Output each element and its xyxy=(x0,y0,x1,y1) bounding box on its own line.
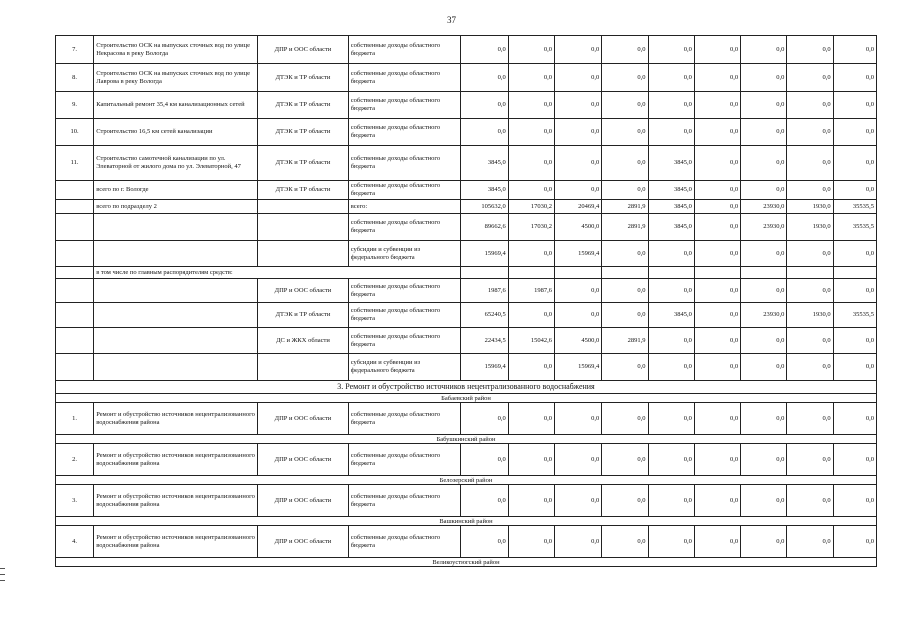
value-cell: 0,0 xyxy=(508,36,554,64)
value-cell: 17030,2 xyxy=(508,200,554,214)
value-cell: 1987,6 xyxy=(461,279,508,303)
value-cell: 17030,2 xyxy=(508,214,554,241)
value-cell: 2891,9 xyxy=(602,214,648,241)
value-cell: 0,0 xyxy=(833,444,876,476)
funding-source-cell: собственные доходы областного бюджета xyxy=(348,444,461,476)
value-cell: 15969,4 xyxy=(461,241,508,267)
value-cell: 0,0 xyxy=(554,92,601,119)
section-heading xyxy=(56,381,877,394)
value-cell: 0,0 xyxy=(694,403,740,435)
measure-name: всего по г. Вологде xyxy=(94,181,258,200)
row-number: 2. xyxy=(56,444,94,476)
executor-cell: ДТЭК и ТР области xyxy=(258,303,349,328)
district-name: Вашкинский район xyxy=(56,517,877,526)
value-cell: 0,0 xyxy=(833,64,876,92)
value-cell: 0,0 xyxy=(833,181,876,200)
value-cell: 35535,5 xyxy=(833,200,876,214)
value-cell: 4500,0 xyxy=(554,214,601,241)
row-number: 1. xyxy=(56,403,94,435)
value-cell: 15969,4 xyxy=(461,354,508,381)
value-cell: 0,0 xyxy=(833,526,876,558)
executor-cell xyxy=(258,200,349,214)
funding-source-cell: собственные доходы областного бюджета xyxy=(348,92,461,119)
value-cell: 65240,5 xyxy=(461,303,508,328)
table-row xyxy=(56,403,877,435)
executor-cell: ДПР и ООС области xyxy=(258,485,349,517)
value-cell: 35535,5 xyxy=(833,303,876,328)
value-cell: 0,0 xyxy=(741,146,787,181)
value-cell: 1930,0 xyxy=(787,303,833,328)
table-row xyxy=(56,119,877,146)
measure-name xyxy=(94,303,258,328)
subtotal-label: всего по подразделу 2 xyxy=(94,200,258,214)
value-cell: 0,0 xyxy=(694,200,740,214)
value-cell xyxy=(554,267,601,279)
value-cell: 0,0 xyxy=(833,328,876,354)
value-cell: 0,0 xyxy=(508,354,554,381)
funding-source-cell: субсидии и субвенции из федерального бюджета xyxy=(348,354,461,381)
value-cell: 0,0 xyxy=(741,328,787,354)
row-number: 7. xyxy=(56,36,94,64)
value-cell: 0,0 xyxy=(833,279,876,303)
value-cell: 23930,0 xyxy=(741,303,787,328)
value-cell: 0,0 xyxy=(461,526,508,558)
value-cell: 15969,4 xyxy=(554,354,601,381)
value-cell xyxy=(508,267,554,279)
value-cell: 15969,4 xyxy=(554,241,601,267)
value-cell: 0,0 xyxy=(602,354,648,381)
row-number xyxy=(56,354,94,381)
value-cell: 0,0 xyxy=(602,119,648,146)
value-cell: 0,0 xyxy=(648,64,694,92)
value-cell: 0,0 xyxy=(833,119,876,146)
value-cell: 0,0 xyxy=(554,36,601,64)
table-row xyxy=(56,64,877,92)
row-number xyxy=(56,328,94,354)
executor-cell: ДПР и ООС области xyxy=(258,279,349,303)
value-cell: 0,0 xyxy=(787,354,833,381)
value-cell: 0,0 xyxy=(694,303,740,328)
value-cell: 0,0 xyxy=(787,328,833,354)
value-cell: 0,0 xyxy=(833,485,876,517)
value-cell: 0,0 xyxy=(554,279,601,303)
value-cell: 0,0 xyxy=(554,146,601,181)
row-number: 4. xyxy=(56,526,94,558)
funding-source-cell: собственные доходы областного бюджета xyxy=(348,214,461,241)
executor-cell xyxy=(258,241,349,267)
funding-source-cell: всего: xyxy=(348,200,461,214)
value-cell: 0,0 xyxy=(787,241,833,267)
value-cell: 0,0 xyxy=(787,64,833,92)
measure-name: Ремонт и обустройство источников нецентрализованного водоснабжения района xyxy=(94,444,258,476)
table-row xyxy=(56,200,877,214)
value-cell: 3845,0 xyxy=(648,214,694,241)
value-cell: 0,0 xyxy=(508,444,554,476)
value-cell xyxy=(694,267,740,279)
measure-name: Ремонт и обустройство источников нецентрализованного водоснабжения района xyxy=(94,526,258,558)
value-cell: 0,0 xyxy=(461,92,508,119)
value-cell: 0,0 xyxy=(648,92,694,119)
value-cell: 0,0 xyxy=(554,403,601,435)
value-cell: 1930,0 xyxy=(787,214,833,241)
value-cell: 0,0 xyxy=(648,354,694,381)
value-cell: 0,0 xyxy=(694,485,740,517)
value-cell: 0,0 xyxy=(741,92,787,119)
value-cell: 0,0 xyxy=(694,64,740,92)
value-cell: 0,0 xyxy=(787,526,833,558)
value-cell: 0,0 xyxy=(602,279,648,303)
table-body xyxy=(56,36,877,567)
value-cell: 0,0 xyxy=(787,119,833,146)
row-number: 3. xyxy=(56,485,94,517)
value-cell: 0,0 xyxy=(508,241,554,267)
value-cell: 0,0 xyxy=(787,181,833,200)
managers-label: в том числе по главным распорядителям средств: xyxy=(94,267,461,279)
value-cell: 0,0 xyxy=(602,485,648,517)
table-row xyxy=(56,146,877,181)
value-cell: 0,0 xyxy=(648,403,694,435)
value-cell: 0,0 xyxy=(602,146,648,181)
value-cell: 0,0 xyxy=(741,526,787,558)
value-cell: 0,0 xyxy=(648,444,694,476)
funding-source-cell: собственные доходы областного бюджета xyxy=(348,279,461,303)
value-cell: 0,0 xyxy=(554,526,601,558)
value-cell: 3845,0 xyxy=(648,200,694,214)
value-cell: 0,0 xyxy=(741,485,787,517)
value-cell: 20469,4 xyxy=(554,200,601,214)
value-cell: 0,0 xyxy=(741,354,787,381)
funding-source-cell: собственные доходы областного бюджета xyxy=(348,485,461,517)
scan-edge-mark xyxy=(0,574,5,575)
value-cell xyxy=(741,267,787,279)
value-cell: 0,0 xyxy=(554,181,601,200)
district-name: Белозерский район xyxy=(56,476,877,485)
table-row xyxy=(56,328,877,354)
table-row xyxy=(56,36,877,64)
row-number: 9. xyxy=(56,92,94,119)
value-cell: 0,0 xyxy=(648,279,694,303)
value-cell xyxy=(787,267,833,279)
table-row xyxy=(56,241,877,267)
funding-source-cell: собственные доходы областного бюджета xyxy=(348,119,461,146)
value-cell: 0,0 xyxy=(833,354,876,381)
row-number xyxy=(56,303,94,328)
subtotal-label xyxy=(94,241,258,267)
value-cell: 0,0 xyxy=(461,119,508,146)
value-cell: 0,0 xyxy=(602,241,648,267)
table-row xyxy=(56,485,877,517)
value-cell: 0,0 xyxy=(648,328,694,354)
row-number xyxy=(56,214,94,241)
table-row xyxy=(56,303,877,328)
measure-name xyxy=(94,354,258,381)
value-cell: 0,0 xyxy=(741,36,787,64)
district-heading xyxy=(56,435,877,444)
district-heading xyxy=(56,394,877,403)
value-cell: 0,0 xyxy=(787,146,833,181)
value-cell: 0,0 xyxy=(833,241,876,267)
value-cell: 0,0 xyxy=(508,403,554,435)
measure-name xyxy=(94,328,258,354)
value-cell: 0,0 xyxy=(461,444,508,476)
executor-cell: ДТЭК и ТР области xyxy=(258,119,349,146)
value-cell: 0,0 xyxy=(602,526,648,558)
value-cell: 0,0 xyxy=(648,119,694,146)
scan-edge-mark xyxy=(0,568,5,569)
executor-cell: ДТЭК и ТР области xyxy=(258,64,349,92)
value-cell: 0,0 xyxy=(554,444,601,476)
funding-source-cell: собственные доходы областного бюджета xyxy=(348,146,461,181)
funding-source-cell: собственные доходы областного бюджета xyxy=(348,303,461,328)
value-cell: 0,0 xyxy=(694,444,740,476)
row-number xyxy=(56,279,94,303)
funding-source-cell: собственные доходы областного бюджета xyxy=(348,526,461,558)
value-cell: 0,0 xyxy=(602,181,648,200)
executor-cell: ДПР и ООС области xyxy=(258,526,349,558)
value-cell: 0,0 xyxy=(602,92,648,119)
value-cell: 0,0 xyxy=(694,214,740,241)
district-heading xyxy=(56,476,877,485)
executor-cell: ДС и ЖКХ области xyxy=(258,328,349,354)
value-cell: 0,0 xyxy=(787,444,833,476)
value-cell: 0,0 xyxy=(508,303,554,328)
executor-cell xyxy=(258,214,349,241)
funding-source-cell: собственные доходы областного бюджета xyxy=(348,36,461,64)
funding-source-cell: субсидии и субвенции из федерального бюджета xyxy=(348,241,461,267)
row-number xyxy=(56,181,94,200)
value-cell: 0,0 xyxy=(554,64,601,92)
value-cell xyxy=(461,267,508,279)
table-row xyxy=(56,181,877,200)
value-cell: 0,0 xyxy=(554,303,601,328)
value-cell: 3845,0 xyxy=(461,146,508,181)
table-row xyxy=(56,92,877,119)
value-cell: 0,0 xyxy=(461,485,508,517)
row-number xyxy=(56,267,94,279)
value-cell: 0,0 xyxy=(648,36,694,64)
row-number: 8. xyxy=(56,64,94,92)
value-cell: 0,0 xyxy=(694,92,740,119)
value-cell: 0,0 xyxy=(648,526,694,558)
value-cell: 0,0 xyxy=(508,485,554,517)
value-cell: 0,0 xyxy=(787,36,833,64)
value-cell xyxy=(833,267,876,279)
district-name: Бабушкинский район xyxy=(56,435,877,444)
value-cell: 0,0 xyxy=(602,403,648,435)
value-cell: 0,0 xyxy=(741,403,787,435)
value-cell: 0,0 xyxy=(694,181,740,200)
funding-source-cell: собственные доходы областного бюджета xyxy=(348,181,461,200)
value-cell xyxy=(648,267,694,279)
value-cell: 105632,0 xyxy=(461,200,508,214)
table-row xyxy=(56,279,877,303)
value-cell: 35535,5 xyxy=(833,214,876,241)
measure-name: Строительство самотечной канализации по ул. Элеваторной от жилого дома по ул. Элеваторной, 47 xyxy=(94,146,258,181)
value-cell: 0,0 xyxy=(741,64,787,92)
value-cell: 0,0 xyxy=(648,485,694,517)
value-cell: 0,0 xyxy=(694,279,740,303)
district-name: Великоустюгский район xyxy=(56,558,877,567)
value-cell: 0,0 xyxy=(461,64,508,92)
funding-source-cell: собственные доходы областного бюджета xyxy=(348,64,461,92)
value-cell: 1987,6 xyxy=(508,279,554,303)
value-cell: 0,0 xyxy=(833,146,876,181)
value-cell: 0,0 xyxy=(833,92,876,119)
district-heading xyxy=(56,558,877,567)
table-row xyxy=(56,354,877,381)
executor-cell: ДТЭК и ТР области xyxy=(258,181,349,200)
measure-name: Капитальный ремонт 35,4 км канализационных сетей xyxy=(94,92,258,119)
value-cell: 3845,0 xyxy=(648,303,694,328)
section-title: 3. Ремонт и обустройство источников нецентрализованного водоснабжения xyxy=(56,381,877,394)
measure-name xyxy=(94,279,258,303)
measure-name: Строительство 16,5 км сетей канализации xyxy=(94,119,258,146)
value-cell: 0,0 xyxy=(508,146,554,181)
value-cell: 0,0 xyxy=(787,92,833,119)
value-cell: 0,0 xyxy=(694,119,740,146)
value-cell: 0,0 xyxy=(787,485,833,517)
scan-edge-mark xyxy=(0,580,5,581)
value-cell: 0,0 xyxy=(508,119,554,146)
table-row xyxy=(56,214,877,241)
budget-table xyxy=(55,35,877,567)
subtotal-label xyxy=(94,214,258,241)
measure-name: Ремонт и обустройство источников нецентрализованного водоснабжения района xyxy=(94,485,258,517)
table-row xyxy=(56,267,877,279)
value-cell: 0,0 xyxy=(741,119,787,146)
value-cell: 22434,5 xyxy=(461,328,508,354)
measure-name: Строительство ОСК на выпусках сточных вод по улице Лаврова в реку Вологда xyxy=(94,64,258,92)
value-cell: 0,0 xyxy=(508,526,554,558)
value-cell: 0,0 xyxy=(787,279,833,303)
funding-source-cell: собственные доходы областного бюджета xyxy=(348,403,461,435)
value-cell: 0,0 xyxy=(461,403,508,435)
value-cell: 0,0 xyxy=(741,181,787,200)
value-cell: 0,0 xyxy=(554,119,601,146)
value-cell: 15042,6 xyxy=(508,328,554,354)
executor-cell: ДТЭК и ТР области xyxy=(258,92,349,119)
row-number xyxy=(56,241,94,267)
value-cell: 0,0 xyxy=(648,241,694,267)
value-cell: 0,0 xyxy=(694,241,740,267)
value-cell: 0,0 xyxy=(461,36,508,64)
value-cell: 1930,0 xyxy=(787,200,833,214)
district-heading xyxy=(56,517,877,526)
value-cell: 3845,0 xyxy=(648,146,694,181)
value-cell: 0,0 xyxy=(741,241,787,267)
value-cell: 3845,0 xyxy=(461,181,508,200)
value-cell: 3845,0 xyxy=(648,181,694,200)
table-row xyxy=(56,444,877,476)
value-cell: 0,0 xyxy=(694,146,740,181)
value-cell: 0,0 xyxy=(694,36,740,64)
value-cell: 0,0 xyxy=(508,181,554,200)
value-cell: 0,0 xyxy=(602,303,648,328)
value-cell xyxy=(602,267,648,279)
district-name: Бабаевский район xyxy=(56,394,877,403)
value-cell: 0,0 xyxy=(833,403,876,435)
value-cell: 0,0 xyxy=(508,64,554,92)
value-cell: 0,0 xyxy=(833,36,876,64)
value-cell: 0,0 xyxy=(508,92,554,119)
value-cell: 2891,9 xyxy=(602,200,648,214)
executor-cell xyxy=(258,354,349,381)
table-row xyxy=(56,526,877,558)
executor-cell: ДТЭК и ТР области xyxy=(258,146,349,181)
value-cell: 23930,0 xyxy=(741,200,787,214)
value-cell: 0,0 xyxy=(554,485,601,517)
value-cell: 0,0 xyxy=(741,444,787,476)
value-cell: 0,0 xyxy=(694,526,740,558)
value-cell: 23930,0 xyxy=(741,214,787,241)
row-number: 10. xyxy=(56,119,94,146)
executor-cell: ДПР и ООС области xyxy=(258,444,349,476)
value-cell: 0,0 xyxy=(694,354,740,381)
measure-name: Строительство ОСК на выпусках сточных вод по улице Некрасова в реку Вологда xyxy=(94,36,258,64)
value-cell: 0,0 xyxy=(602,36,648,64)
row-number xyxy=(56,200,94,214)
value-cell: 2891,9 xyxy=(602,328,648,354)
value-cell: 0,0 xyxy=(694,328,740,354)
value-cell: 4500,0 xyxy=(554,328,601,354)
executor-cell: ДПР и ООС области xyxy=(258,36,349,64)
executor-cell: ДПР и ООС области xyxy=(258,403,349,435)
value-cell: 0,0 xyxy=(602,444,648,476)
value-cell: 0,0 xyxy=(787,403,833,435)
value-cell: 0,0 xyxy=(602,64,648,92)
value-cell: 0,0 xyxy=(741,279,787,303)
funding-source-cell: собственные доходы областного бюджета xyxy=(348,328,461,354)
row-number: 11. xyxy=(56,146,94,181)
measure-name: Ремонт и обустройство источников нецентрализованного водоснабжения района xyxy=(94,403,258,435)
page-number: 37 xyxy=(447,15,456,25)
value-cell: 89662,6 xyxy=(461,214,508,241)
